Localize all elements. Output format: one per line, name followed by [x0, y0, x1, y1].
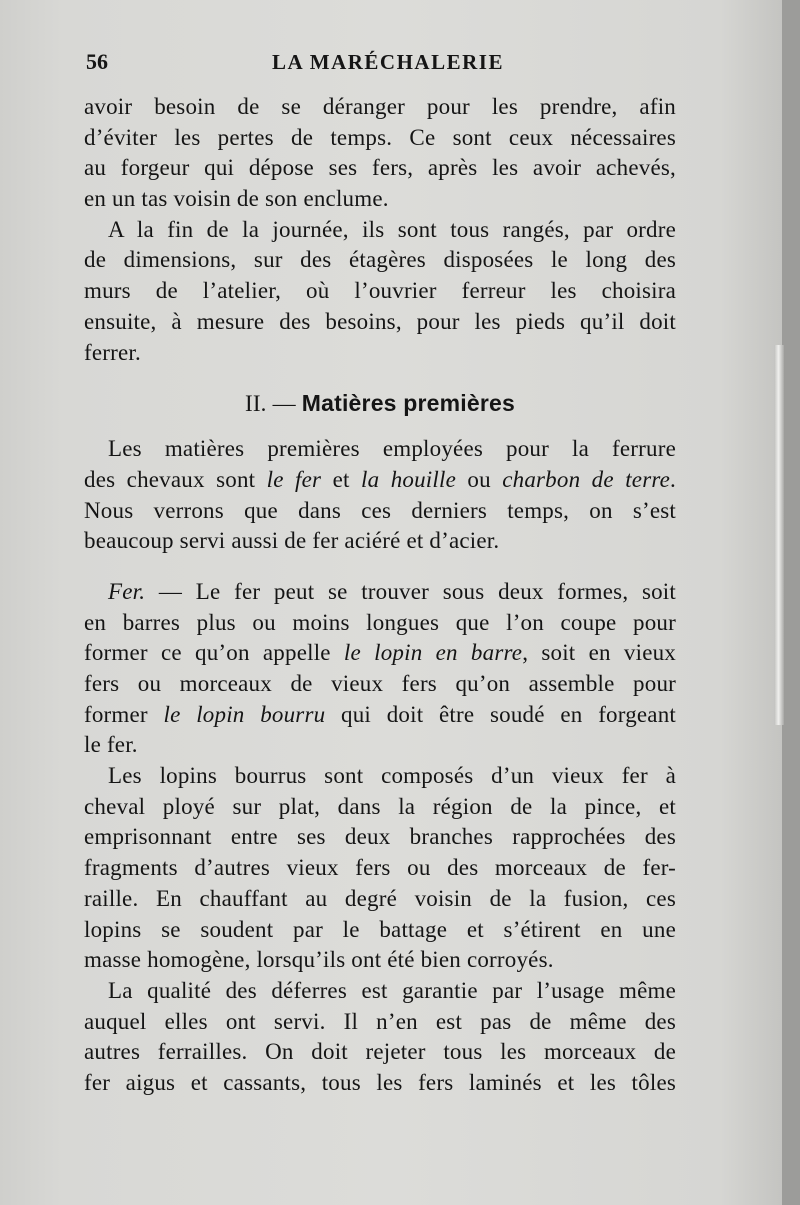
text-line: ferrer.	[84, 339, 141, 365]
italic-term: le lopin bourru	[163, 701, 326, 727]
text-line: cheval ployé sur plat, dans la région de la pince, et	[84, 793, 676, 819]
text-line: lopins se soudent par le battage et s’étirent en une	[84, 916, 676, 942]
text-run: , soit en vieux	[522, 640, 676, 666]
text-line: murs de l’atelier, où l’ouvrier ferreur les choisira	[84, 278, 676, 304]
text-line: auquel elles ont servi. Il n’en est pas de même des	[84, 1008, 676, 1034]
text-line: d’éviter les pertes de temps. Ce sont ceux nécessaires	[84, 124, 676, 150]
text-line: ensuite, à mesure des besoins, pour les pieds qu’il doit	[84, 308, 676, 334]
text-line	[84, 700, 676, 731]
italic-term: le fer	[266, 466, 322, 492]
text-line: Nous verrons que dans ces derniers temps, on s’est	[84, 497, 676, 523]
text-line: de dimensions, sur des étagères disposées le long des	[84, 247, 676, 273]
text-line	[84, 577, 676, 608]
text-line: le fer.	[84, 732, 138, 758]
text-line: fers ou morceaux de vieux fers qu’on assemble pour	[84, 671, 676, 696]
text-line	[84, 638, 676, 669]
text-line: fragments d’autres vieux fers ou des morceaux de fer-	[84, 855, 676, 881]
page-header	[0, 49, 782, 79]
text-line: masse homogène, lorsqu’ils ont été bien corroyés.	[84, 947, 554, 973]
text-run: former	[84, 701, 164, 727]
text-run: qui doit être soudé en forgeant	[325, 701, 676, 727]
italic-term: Fer.	[108, 578, 146, 604]
section-title: Matières premières	[301, 390, 516, 417]
body-text	[84, 92, 676, 1099]
text-line: en barres plus ou moins longues que l’on coupe pour	[84, 609, 676, 635]
text-line: au forgeur qui dépose ses fers, après les avoir achevés,	[84, 155, 676, 181]
text-line: Les matières premières employées pour la ferrure	[108, 436, 676, 462]
text-line: A la fin de la journée, ils sont tous rangés, par ordre	[108, 216, 676, 242]
paragraph-4	[84, 577, 676, 761]
text-run: des chevaux sont	[84, 466, 267, 492]
text-line: avoir besoin de se déranger pour les prendre, afin	[84, 94, 676, 119]
text-line: La qualité des déferres est garantie par l’usage même	[108, 977, 676, 1003]
text-line	[84, 465, 676, 496]
text-run: ou	[456, 466, 503, 492]
text-line: autres ferrailles. On doit rejeter tous les morceaux de	[84, 1039, 676, 1065]
text-line: Les lopins bourrus sont composés d’un vieux fer à	[108, 763, 676, 789]
text-run: former ce qu’on appelle	[84, 640, 344, 666]
paragraph-6	[84, 976, 676, 1099]
paragraph-5	[84, 761, 676, 976]
paragraph-3	[84, 434, 676, 557]
italic-term: la houille	[361, 466, 456, 492]
paragraph-1	[84, 92, 676, 215]
text-run: et	[321, 466, 362, 492]
text-line: en un tas voisin de son enclume.	[84, 186, 389, 212]
text-line: raille. En chauffant au degré voisin de la fusion, ces	[84, 885, 676, 911]
page-number: 56	[86, 49, 108, 74]
italic-term: le lopin en barre	[343, 640, 523, 666]
section-number: II. —	[244, 391, 302, 417]
italic-term: charbon de terre	[502, 466, 671, 492]
running-head: LA MARÉCHALERIE	[272, 50, 504, 74]
paragraph-2	[84, 215, 676, 368]
section-heading	[84, 386, 676, 420]
page-edge	[774, 345, 784, 725]
text-line: beaucoup servi aussi de fer aciéré et d’acier.	[84, 528, 500, 554]
text-run: .	[670, 466, 676, 492]
text-line: emprisonnant entre ses deux branches rapprochées des	[84, 824, 676, 850]
text-run: — Le fer peut se trouver sous deux formes, soit	[145, 578, 676, 604]
text-line: fer aigus et cassants, tous les fers laminés et les tôles	[84, 1069, 676, 1095]
